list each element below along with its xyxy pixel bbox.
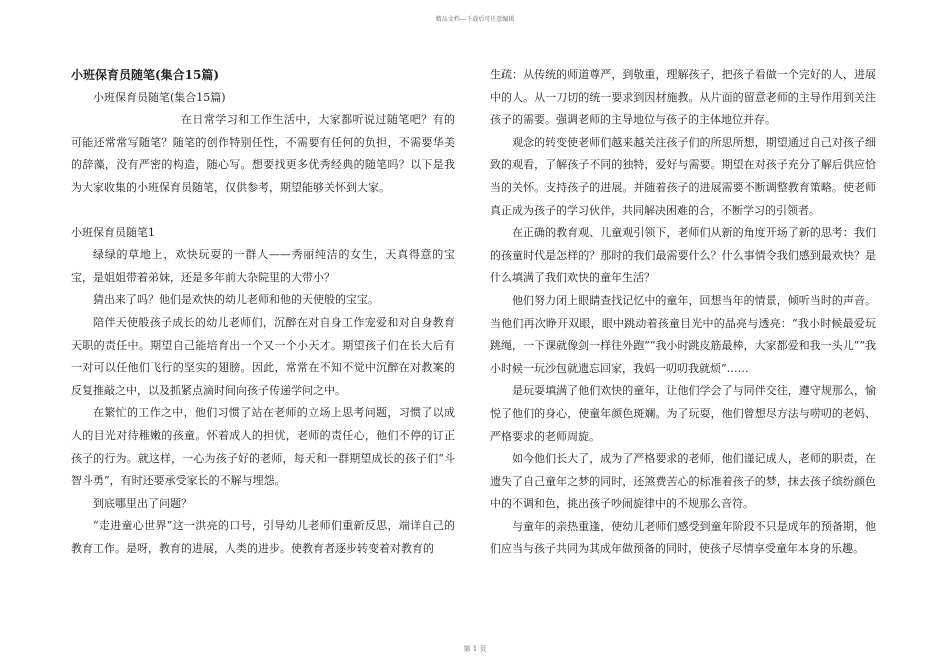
section-heading: 小班保育员随笔1 — [71, 225, 155, 239]
document-title: 小班保育员随笔(集合15篇) — [71, 68, 220, 82]
intro-paragraph: 在日常学习和工作生活中，大家都听说过随笔吧？有的可能还常常写随笔？随笔的创作特别任性，不需要有任何的负担，不需要华美的辞藻，没有严密的构造，随心写。想要找更多优秀经典的随笔吗？以下是我为大家收集的小班保育员随笔，仅供参考，期望能够关怀到大家。 — [71, 113, 455, 194]
paragraph: 到底哪里出了问题？ — [93, 496, 192, 510]
page-number: 第 1 页 — [463, 645, 487, 653]
paragraph: “走进童心世界”这一洪亮的口号，引导幼儿老师们重新反思，端详自己的教育工作。是呀，教育的进展，人类的进步。使教育者逐步转变着对教育的 — [71, 519, 455, 555]
paragraph: 他们努力闭上眼睛查找记忆中的童年，回想当年的情景，倾听当时的声音。当他们再次睁开双眼，眼中跳动着孩童目光中的晶亮与透亮：“我小时候最爱玩跳绳，一下课就像剑一样往外跑”“我小时跳皮筋最棒，大家都爱和我一头儿”“我小时候一玩沙包就遗忘回家，我妈一叨叨我就烦”…… — [490, 293, 876, 375]
paragraph: 是玩耍填满了他们欢快的童年，让他们学会了与同伴交往，遵守规那么，愉悦了他们的身心，使童年颜色斑斓。为了玩耍，他们曾想尽方法与唠叨的老妈、严格要求的老师周旋。 — [490, 384, 876, 443]
paragraph: 生疏：从传统的师道尊严，到敬重，理解孩子，把孩子看做一个完好的人，进展中的人。从一刀切的统一要求到因材施教。从片面的留意老师的主导作用到关注孩子的需要。强调老师的主导地位与孩子的主体地位并存。 — [490, 68, 876, 127]
paragraph: 如今他们长大了，成为了严格要求的老师，他们谨记成人，老师的职责，在遗失了自己童年之梦的同时，还煞费苦心的标准着孩子的梦，抹去孩子缤纷颜色中的不调和色，挑出孩子吵闹旋律中的不规那么音符。 — [490, 452, 876, 511]
paragraph: 观念的转变使老师们越来越关注孩子们的所思所想，期望通过自己对孩子细致的观看，了解孩子不同的独特，爱好与需要。期望在对孩子充分了解后供应恰当的关怀。支持孩子的进展。并随着孩子的进展需要不断调整教育策略。使老师真正成为孩子的学习伙伴，共同解决困难的合，不断学习的引领者。 — [490, 135, 876, 217]
paragraph: 在繁忙的工作之中，他们习惯了站在老师的立场上思考问题，习惯了以成人的目光对待稚嫩的孩童。怀着成人的担忧，老师的责任心，他们不停的订正孩子的行为。就这样，一心为孩子好的老师，每天和一群期望成长的孩子们“斗智斗勇”，有时还要承受家长的不解与埋怨。 — [71, 406, 455, 488]
paragraph: 猜出来了吗？他们是欢快的幼儿老师和他的天使般的宝宝。 — [93, 293, 379, 307]
page-header: 精品文档---下载后可任意编辑 — [435, 16, 515, 23]
right-column — [490, 64, 876, 561]
paragraph: 在正确的教育观、儿童观引领下，老师们从新的角度开场了新的思考：我们的孩童时代是怎样的？那时的我们最需要什么？什么事情令我们感到最欢快？是什么填满了我们欢快的童年生活？ — [490, 226, 876, 285]
paragraph: 陪伴天使般孩子成长的幼儿老师们，沉醉在对自身工作宠爱和对自身教育天职的责任中。期望自己能培育出一个又一个小天才。期望孩子们在长大后有一对可以任他们飞行的坚实的翅膀。因此，常常在不知不觉中沉醉在对教案的反复推敲之中，以及抓紧点滴时间向孩子传递学问之中。 — [71, 315, 455, 397]
paragraph: 与童年的亲热重逢，使幼儿老师们感受到童年阶段不只是成年的预备期，他们应当与孩子共同为其成年做预备的同时，使孩子尽情享受童年本身的乐趣。 — [490, 519, 876, 556]
section-spacer — [71, 200, 455, 222]
document-subtitle: 小班保育员随笔(集合15篇) — [93, 90, 226, 104]
left-column — [71, 64, 455, 560]
paragraph: 绿绿的草地上，欢快玩耍的一群人——秀丽纯洁的女生，天真得意的宝宝，是姐姐带着弟妹，还是多年前大杂院里的大带小？ — [71, 248, 455, 284]
